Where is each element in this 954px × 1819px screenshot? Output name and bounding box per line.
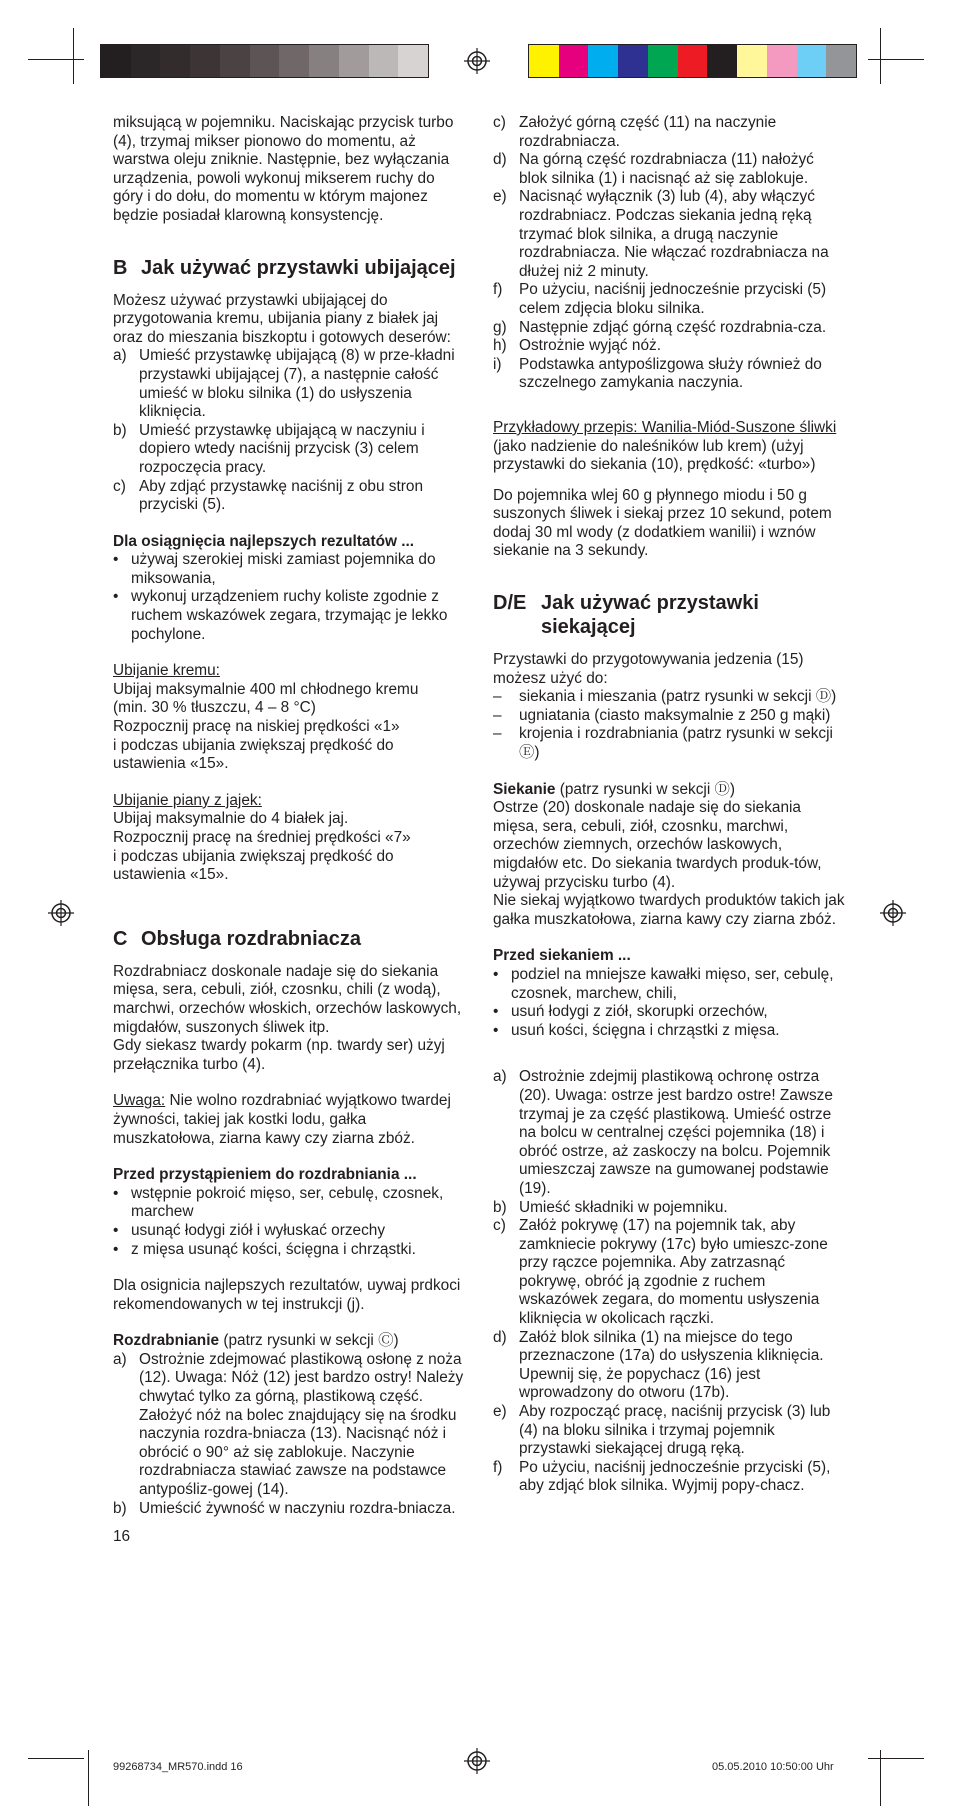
section-title: Obsługa rozdrabniacza — [141, 927, 362, 950]
color-swatch — [588, 45, 618, 77]
list-item: i) Podstawka antypoślizgowa służy również do szczelnego zamykania naczynia. — [493, 355, 822, 392]
section-c-heading — [113, 927, 465, 951]
note-paragraph — [113, 1092, 465, 1148]
cream-line: i podczas ubijania zwiększaj prędkość do — [113, 736, 394, 754]
page-number: 16 — [113, 1528, 131, 1546]
before-siekanie-heading: Przed siekaniem ... — [493, 947, 631, 965]
color-swatch — [559, 45, 589, 77]
section-b-heading — [113, 256, 465, 280]
egg-heading: Ubijanie piany z jajek: — [113, 791, 262, 809]
section-number: D/E — [493, 592, 527, 615]
list-item: e) Aby rozpocząć pracę, naciśnij przycisk (3) lub (4) na bloku silnika i trzymaj pojemnik przystawki siekającej drugą ręką. — [493, 1403, 831, 1458]
color-swatch — [131, 45, 161, 77]
siekanie-heading: Siekanie (patrz rysunki w sekcji Ⓓ) — [493, 780, 736, 798]
color-swatch — [737, 45, 767, 77]
siekanie-body2: Nie siekaj wyjątkowo twardych produktów takich jak gałka muszkatołowa, ziarna kawy czy ziarna zbóż. — [493, 892, 845, 928]
section-c-intro2: Gdy siekasz twardy pokarm (np. twardy ser) użyj przełącznika turbo (4). — [113, 1037, 445, 1073]
section-b-list — [113, 347, 465, 514]
before-chopping-heading: Przed przystąpieniem do rozdrabniania ... — [113, 1166, 417, 1184]
color-swatch — [797, 45, 827, 77]
list-item: a) Ostrożnie zdejmować plastikową osłonę z noża (12). Uwaga: Nóż (12) jest bardzo ostry! Należy chwytać tylko za górną, plastikową część. Założyć nóż na bolec znajdujący się na środku naczynia rozdra-bniacza (13). Nacisnąć nóż i obrócić o 90° aż się zablokuje. Naczynie rozdrabniacza stawiać zawsze na podstawce antypośliz-gowej (14). — [113, 1350, 464, 1499]
list-item: • wykonuj urządzeniem ruchy koliste zgodnie z ruchem wskazówek zegara, trzymając je lekko pochylone. — [113, 588, 448, 643]
list-item: – krojenia i rozdrabniania (patrz rysunki w sekcji Ⓔ) — [493, 725, 833, 762]
best-results-heading: Dla osiągnięcia najlepszych rezultatów ... — [113, 532, 415, 550]
color-swatch — [339, 45, 369, 77]
note-text: Nie wolno rozdrabniać wyjątkowo twardej żywności, takiej jak kostki lodu, gałka muszkatołowa, ziarna kawy czy ziarna zbóż. — [113, 1092, 451, 1147]
left-column — [113, 114, 465, 1547]
color-swatch — [826, 45, 856, 77]
egg-line: ustawienia «15». — [113, 866, 229, 884]
color-swatch — [279, 45, 309, 77]
color-swatch — [160, 45, 190, 77]
siekanie-body: Ostrze (20) doskonale nadaje się do siekania mięsa, sera, cebuli, ziół, czosnku, marchwi, orzechów ziemnych, orzechów laskowych, migdałów etc. Do siekania twardych produk-tów, używaj przycisku turbo (4). — [493, 799, 822, 891]
color-swatch — [618, 45, 648, 77]
recipe-subtitle: (jako nadzienie do naleśników lub krem) (użyj przystawki do siekania (10), prędkość: «turbo») — [493, 437, 816, 474]
section-b-intro: Możesz używać przystawki ubijającej do przygotowania kremu, ubijania piany z białek jaj oraz do mieszania biszkoptu i gotowych deserów: — [113, 291, 451, 346]
registration-mark-icon — [48, 900, 74, 926]
section-number: B — [113, 256, 128, 279]
crop-mark — [88, 1750, 89, 1806]
list-item: a) Ostrożnie zdejmij plastikową ochronę ostrza (20). Uwaga: ostrze jest bardzo ostre! Zawsze trzymaj je za część plastikową. Umieść ostrze na bolcu w centralnej części pojemnika (18) i obróć ostrze, aż zaskoczy na bolcu. Pojemnik umieszczaj zawsze na gumowanej podstawie (19). — [493, 1068, 833, 1197]
color-swatch — [101, 45, 131, 77]
recipe-body: Do pojemnika wlej 60 g płynnego miodu i 50 g suszonych śliwek i siekaj przez 10 sekund, potem dodaj 30 ml wody (z dodatkiem wanilii) i wznów siekanie na 3 sekundy. — [493, 486, 832, 560]
section-de-heading — [493, 591, 845, 639]
crop-mark — [73, 28, 74, 84]
color-swatch — [369, 45, 399, 77]
list-item: c) Aby zdjąć przystawkę naciśnij z obu stron przyciski (5). — [113, 477, 423, 514]
cream-line: Rozpocznij pracę na niskiej prędkości «1» — [113, 718, 400, 736]
list-item: • z mięsa usunąć kości, ścięgna i chrząstki. — [113, 1240, 416, 1258]
recipe-heading: Przykładowy przepis: Wanilia-Miód-Suszone śliwki — [493, 418, 837, 436]
color-swatch — [309, 45, 339, 77]
note-label: Uwaga: — [113, 1092, 166, 1110]
list-item: c) Załóż pokrywę (17) na pojemnik tak, aby zamkniecie pokrywy (17c) było umieszc-zone przy rączce pojemnika. Aby zatrzasnąć pokrywę, obróć ją zgodnie z ruchem wskazówek zegara, do momentu usłyszenia kliknięcia w okolicach rączki. — [493, 1217, 828, 1328]
intro-paragraph: miksującą w pojemniku. Naciskając przycisk turbo (4), trzymaj mikser pionowo do momentu, aż warstwa oleju zniknie. Następnie, bez wyłączania urządzenia, powoli wykonuj mikserem ruchy do góry i do dołu, do momentu w którym majonez będzie posiadał klarowną konsystencję. — [113, 114, 454, 224]
color-swatch — [767, 45, 797, 77]
crop-mark — [28, 59, 84, 60]
list-item: • używaj szerokiej miski zamiast pojemnika do miksowania, — [113, 551, 436, 587]
section-number: C — [113, 927, 128, 950]
section-title: Jak używać przystawki ubijającej — [141, 256, 456, 279]
section-title: Jak używać przystawki siekającej — [541, 592, 759, 639]
crop-mark — [28, 1758, 84, 1759]
color-swatch — [398, 45, 428, 77]
list-item: c) Założyć górną część (11) na naczynie rozdrabniacza. — [493, 114, 777, 150]
cream-line: ustawienia «15». — [113, 755, 229, 773]
registration-mark-icon — [464, 48, 490, 74]
list-item: • usuń łodygi z ziół, skorupki orzechów, — [493, 1003, 768, 1021]
registration-mark-icon — [880, 900, 906, 926]
egg-line: i podczas ubijania zwiększaj prędkość do — [113, 847, 394, 865]
section-c-intro: Rozdrabniacz doskonale nadaje się do siekania mięsa, sera, cebuli, ziół, czosnku, chili (z wodą), marchwi, orzechów włoskich, orzechów laskowych, migdałów, suszonych śliwek itp. — [113, 962, 462, 1036]
right-column — [493, 114, 845, 1496]
list-item: • podziel na mniejsze kawałki mięso, ser, cebulę, czosnek, marchew, chili, — [493, 965, 834, 1002]
list-item: • wstępnie pokroić mięso, ser, cebulę, czosnek, marchew — [113, 1184, 444, 1221]
list-item: d) Na górną część rozdrabniacza (11) nałożyć blok silnika (1) i nacisnąć aż się zablokuje. — [493, 151, 814, 187]
color-swatch — [190, 45, 220, 77]
footer-filename: 99268734_MR570.indd 16 — [113, 1761, 243, 1773]
egg-line: Rozpocznij pracę na średniej prędkości «7» — [113, 829, 411, 846]
color-swatch — [678, 45, 708, 77]
registration-mark-icon — [464, 1748, 490, 1774]
footer-date: 05.05.2010 10:50:00 Uhr — [712, 1761, 834, 1773]
crop-mark — [880, 1750, 881, 1806]
section-de-intro: Przystawki do przygotowywania jedzenia (15) możesz użyć do: — [493, 651, 804, 687]
cream-line: (min. 30 % tłuszczu, 4 – 8 °C) — [113, 699, 316, 717]
list-item: f) Po użyciu, naciśnij jednocześnie przyciski (5), aby zdjąć blok silnika. Wyjmij popy-chacz. — [493, 1458, 831, 1495]
tip-paragraph: Dla osignicia najlepszych rezultatów, uywaj prdkoci rekomendowanych w tej instrukcji (j). — [113, 1277, 461, 1313]
color-bar — [528, 44, 857, 78]
grayscale-bar — [100, 44, 429, 78]
cream-line: Ubijaj maksymalnie 400 ml chłodnego kremu — [113, 680, 419, 698]
color-swatch — [707, 45, 737, 77]
list-item: b) Umieścić żywność w naczyniu rozdra-bniacza. — [113, 1499, 456, 1517]
list-item: b) Umieść składniki w pojemniku. — [493, 1198, 728, 1216]
list-item: e) Nacisnąć wyłącznik (3) lub (4), aby włączyć rozdrabniacz. Podczas siekania jedną ręką trzymać blok silnika, a drugą naczynie rozdrabniacza. Nie włączać rozdrabniacza na dłużej niż 2 minuty. — [493, 188, 829, 280]
list-item: f) Po użyciu, naciśnij jednocześnie przyciski (5) celem zdjęcia bloku silnika. — [493, 281, 827, 317]
color-swatch — [250, 45, 280, 77]
list-item: d) Załóż blok silnika (1) na miejsce do tego przeznaczone (17a) do usłyszenia kliknięcia. Upewnij się, że popychacz (16) jest wprowadzony do otworu (17b). — [493, 1328, 824, 1402]
cream-heading: Ubijanie kremu: — [113, 662, 220, 680]
color-swatch — [220, 45, 250, 77]
color-swatch — [529, 45, 559, 77]
list-item: – ugniatania (ciasto maksymalnie z 250 g mąki) — [493, 706, 831, 724]
crop-mark — [868, 1758, 924, 1759]
crop-mark — [880, 28, 881, 84]
chopping-heading: Rozdrabnianie (patrz rysunki w sekcji Ⓒ) — [113, 1332, 399, 1350]
list-item: • usunąć łodygi ziół i wyłuskać orzechy — [113, 1221, 386, 1239]
color-swatch — [648, 45, 678, 77]
crop-mark — [868, 59, 924, 60]
list-item: h) Ostrożnie wyjąć nóż. — [493, 337, 661, 355]
list-item: b) Umieść przystawkę ubijającą w naczyniu i dopiero wtedy naciśnij przycisk (3) celem rozpoczęcia pracy. — [113, 421, 425, 476]
list-item: – siekania i mieszania (patrz rysunki w sekcji Ⓓ) — [493, 688, 837, 706]
list-item: g) Następnie zdjąć górną część rozdrabnia-cza. — [493, 318, 827, 336]
egg-line: Ubijaj maksymalnie do 4 białek jaj. — [113, 810, 349, 828]
list-item: a) Umieść przystawkę ubijającą (8) w prze-kładni przystawki ubijającej (7), a następnie całość umieść w bloku silnika (1) do usłyszenia kliknięcia. — [113, 347, 455, 421]
list-item: • usuń kości, ścięgna i chrząstki z mięsa. — [493, 1021, 780, 1039]
